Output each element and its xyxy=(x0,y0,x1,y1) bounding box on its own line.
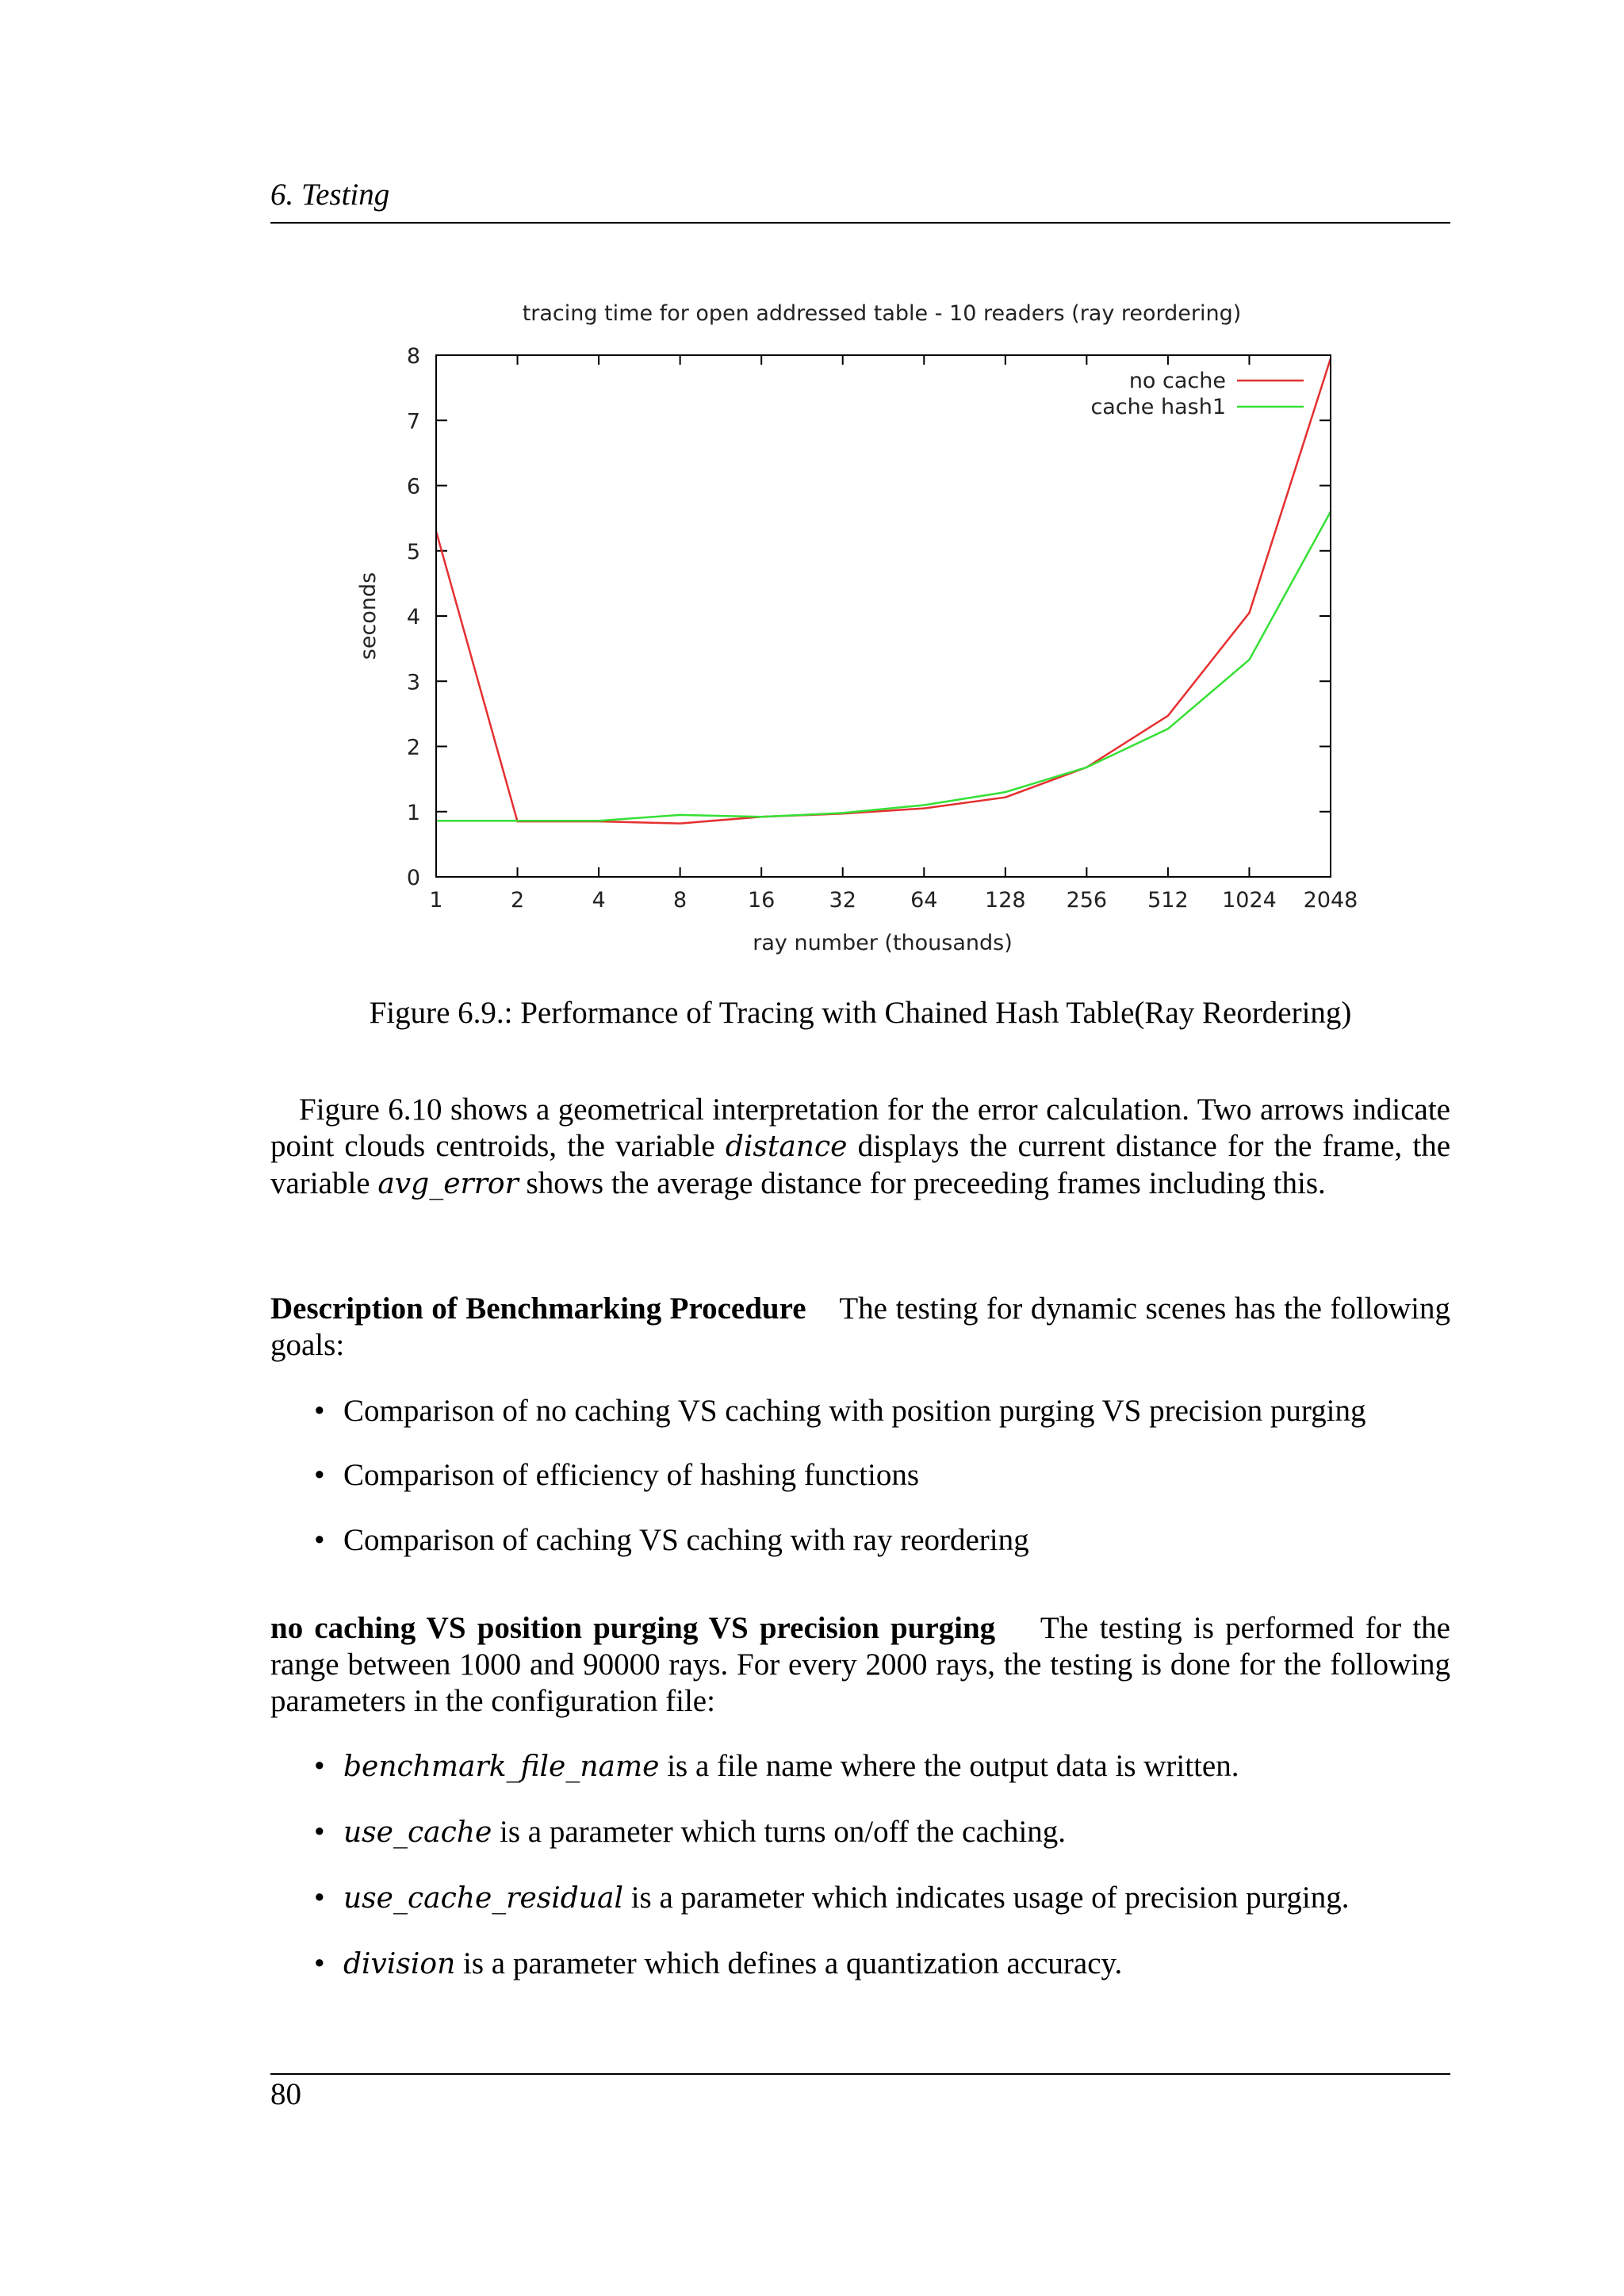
x-tick-label: 256 xyxy=(1066,888,1108,913)
list-item: • use_cache_residual is a parameter which indicates usage of precision purging. xyxy=(314,1881,1350,1915)
variable-avg-error: avg_error xyxy=(377,1168,519,1200)
list-item: • benchmark_file_name is a file name where the output data is written. xyxy=(314,1749,1239,1783)
section-heading: Description of Benchmarking Procedure xyxy=(270,1292,806,1326)
para-text: Figure 6.10 shows a geometrical interpretation for the error calculation. Two arrows indicate point clouds centroids, the variable xyxy=(270,1093,1450,1163)
section-heading: no caching VS position purging VS precision purging xyxy=(270,1611,996,1645)
footer-rule xyxy=(270,2073,1450,2075)
y-tick-label: 5 xyxy=(406,539,420,564)
y-tick-label: 2 xyxy=(406,735,420,760)
list-item: • division is a parameter which defines a quantization accuracy. xyxy=(314,1946,1123,1980)
para-text: displays the current distance for the frame, the variable xyxy=(270,1129,1451,1200)
x-tick-label: 64 xyxy=(910,888,938,913)
x-tick-label: 2048 xyxy=(1303,888,1358,913)
goals-list xyxy=(270,1393,1450,1559)
list-item: • Comparison of efficiency of hashing functions xyxy=(314,1458,920,1492)
parameters-list xyxy=(270,1748,1450,1983)
x-tick-label: 1 xyxy=(429,888,443,913)
plot-frame xyxy=(436,355,1331,877)
x-tick-label: 2 xyxy=(510,888,525,913)
chart-xlabel: ray number (thousands) xyxy=(753,931,1013,955)
section-paragraph xyxy=(270,1610,1450,1720)
y-tick-label: 8 xyxy=(406,344,420,369)
legend-label: no cache xyxy=(1128,369,1226,393)
section-text: The testing for dynamic scenes has the following goals: xyxy=(270,1292,1451,1362)
chart-title: tracing time for open addressed table - 10 readers (ray reordering) xyxy=(522,301,1242,326)
list-item: • use_cache is a parameter which turns on/off the caching. xyxy=(314,1815,1067,1849)
running-header: 6. Testing xyxy=(270,178,390,212)
x-tick-label: 4 xyxy=(592,888,606,913)
header-rule xyxy=(270,222,1450,224)
parameter-name: use_cache xyxy=(343,1816,492,1849)
list-item: • Comparison of no caching VS caching with position purging VS precision purging xyxy=(314,1394,1366,1428)
x-tick-label: 32 xyxy=(829,888,856,913)
y-tick-label: 7 xyxy=(406,409,420,434)
y-tick-label: 6 xyxy=(406,474,420,499)
tracing-time-chart xyxy=(317,293,1380,975)
series-line-cache-hash1 xyxy=(436,511,1331,821)
x-tick-label: 1024 xyxy=(1222,888,1277,913)
y-tick-label: 4 xyxy=(406,605,420,629)
variable-distance: distance xyxy=(725,1131,848,1163)
parameter-name: use_cache_residual xyxy=(343,1882,623,1915)
x-tick-label: 16 xyxy=(748,888,776,913)
body-paragraph xyxy=(270,1092,1450,1203)
y-tick-label: 0 xyxy=(406,866,420,890)
parameter-name: division xyxy=(343,1948,456,1980)
x-tick-label: 8 xyxy=(673,888,688,913)
x-tick-label: 512 xyxy=(1147,888,1189,913)
legend-label: cache hash1 xyxy=(1090,395,1226,419)
chart-ylabel: seconds xyxy=(356,572,381,660)
parameter-name: benchmark_file_name xyxy=(343,1751,660,1783)
x-tick-label: 128 xyxy=(985,888,1026,913)
para-text: shows the average distance for preceeding frames including this. xyxy=(518,1166,1326,1200)
y-tick-label: 3 xyxy=(406,670,420,695)
section-paragraph xyxy=(270,1291,1450,1364)
section-text: The testing is performed for the range between 1000 and 90000 rays. For every 2000 rays, the testing is done for the following parameters in the configuration file: xyxy=(270,1611,1450,1718)
figure-caption: Figure 6.9.: Performance of Tracing with Chained Hash Table(Ray Reordering) xyxy=(369,996,1352,1030)
series-line-no-cache xyxy=(436,358,1331,824)
page-number: 80 xyxy=(270,2077,301,2111)
list-item: • Comparison of caching VS caching with ray reordering xyxy=(314,1523,1029,1557)
y-tick-label: 1 xyxy=(406,800,420,825)
